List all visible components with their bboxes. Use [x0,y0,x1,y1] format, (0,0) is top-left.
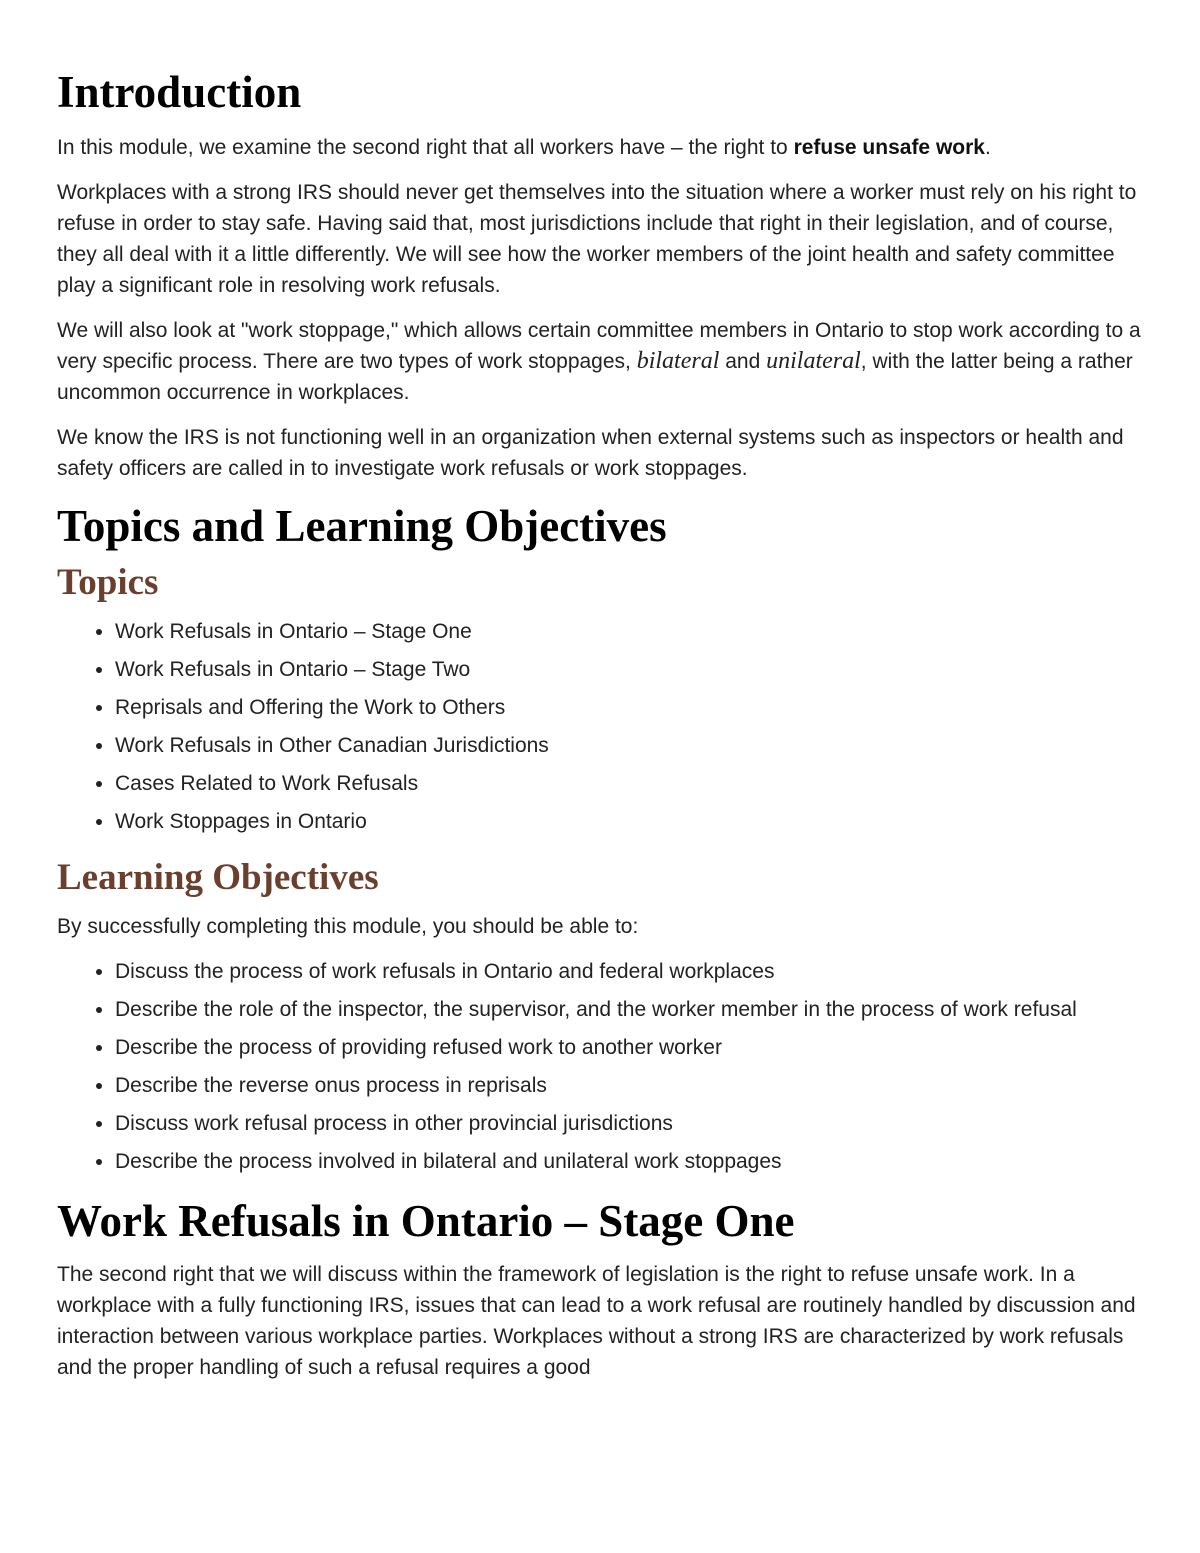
topic-item: • Reprisals and Offering the Work to Others [115,692,1143,723]
introduction-heading: Introduction [57,67,302,117]
refuse-unsafe-work-emphasis: refuse unsafe work [793,136,985,159]
intro-paragraph-3-and: and [719,350,767,373]
bilateral-term: bilateral [636,348,720,374]
unilateral-term: unilateral [766,348,861,374]
objective-item: • Describe the reverse onus process in reprisals [115,1070,1143,1101]
intro-paragraph-4: We know the IRS is not functioning well in an organization when external systems such as inspectors or health and safety officers are called in to investigate work refusals or work stoppages. [57,426,1124,480]
objective-item: • Describe the role of the inspector, the supervisor, and the worker member in the process of work refusal [115,994,1143,1025]
intro-paragraph-1-end: . [984,136,991,159]
intro-paragraph-3-end: , with the latter being a rather uncommon occurrence in workplaces. [57,350,1133,404]
topic-item: • Work Stoppages in Ontario [115,806,1143,837]
learning-objectives-heading: Learning Objectives [57,857,379,898]
topic-item: • Work Refusals in Other Canadian Jurisdictions [115,730,1143,761]
topics-list [57,616,1143,837]
stage-one-heading: Work Refusals in Ontario – Stage One [57,1196,795,1246]
intro-paragraph-2: Workplaces with a strong IRS should never get themselves into the situation where a worker must rely on his right to refuse in order to stay safe. Having said that, most jurisdictions include that right in their legislation, and of course, they all deal with it a little differently. We will see how the worker members of the joint health and safety committee play a significant role in resolving work refusals. [57,181,1137,297]
intro-paragraph-1 [57,132,1143,163]
topics-heading: Topics [57,562,159,603]
objectives-list [57,956,1143,1177]
objective-item: • Describe the process of providing refused work to another worker [115,1032,1143,1063]
intro-paragraph-3 [57,315,1143,408]
stage-one-paragraph: The second right that we will discuss within the framework of legislation is the right to refuse unsafe work. In a workplace with a fully functioning IRS, issues that can lead to a work refusal are routinely handled by discussion and interaction between various workplace parties. Workplaces without a strong IRS are characterized by work refusals and the proper handling of such a refusal requires a good [57,1263,1136,1379]
topics-objectives-heading: Topics and Learning Objectives [57,501,667,551]
document-page [57,62,1143,1397]
objectives-intro: By successfully completing this module, you should be able to: [57,915,639,938]
topic-item: • Work Refusals in Ontario – Stage Two [115,654,1143,685]
objective-item: • Discuss the process of work refusals in Ontario and federal workplaces [115,956,1143,987]
intro-paragraph-3-text: We will also look at "work stoppage," which allows certain committee members in Ontario to stop work according to a very specific process. There are two types of work stoppages, [57,319,1141,373]
intro-paragraph-1-text: In this module, we examine the second right that all workers have – the right to [57,136,794,159]
topic-item: • Work Refusals in Ontario – Stage One [115,616,1143,647]
topic-item: • Cases Related to Work Refusals [115,768,1143,799]
objective-item: • Describe the process involved in bilateral and unilateral work stoppages [115,1146,1143,1177]
objective-item: • Discuss work refusal process in other provincial jurisdictions [115,1108,1143,1139]
